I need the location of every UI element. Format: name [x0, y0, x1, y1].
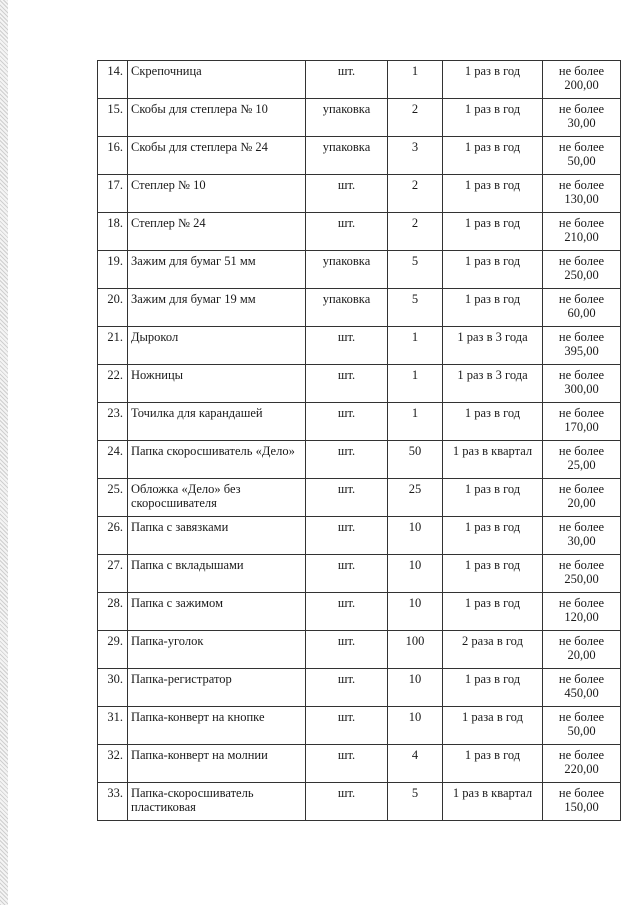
- price-cell: [543, 213, 621, 251]
- price-limit-label: не более: [558, 748, 605, 762]
- price-value: 60,00: [567, 306, 596, 320]
- row-number-cell: 31.: [98, 707, 128, 745]
- price-limit-label: не более: [558, 216, 605, 230]
- table-row: [98, 631, 621, 669]
- item-name-cell: Папка скоросшиватель «Дело»: [128, 441, 306, 479]
- table-row: [98, 555, 621, 593]
- price-cell: [543, 61, 621, 99]
- item-name-cell: Папка с зажимом: [128, 593, 306, 631]
- price-cell: [543, 555, 621, 593]
- frequency-cell: 1 раз в год: [443, 669, 543, 707]
- item-name-cell: Дырокол: [128, 327, 306, 365]
- price-cell: [543, 669, 621, 707]
- quantity-cell: 100: [388, 631, 443, 669]
- item-name-cell: Папка-конверт на кнопке: [128, 707, 306, 745]
- unit-cell: шт.: [306, 555, 388, 593]
- frequency-cell: 1 раз в год: [443, 175, 543, 213]
- quantity-cell: 5: [388, 783, 443, 821]
- price-limit-label: не более: [558, 558, 605, 572]
- quantity-cell: 50: [388, 441, 443, 479]
- item-name-cell: Точилка для карандашей: [128, 403, 306, 441]
- price-value: 25,00: [567, 458, 596, 472]
- frequency-cell: 1 раз в 3 года: [443, 365, 543, 403]
- price-value: 130,00: [564, 192, 599, 206]
- row-number-cell: 32.: [98, 745, 128, 783]
- quantity-cell: 1: [388, 403, 443, 441]
- quantity-cell: 3: [388, 137, 443, 175]
- price-limit-label: не более: [558, 178, 605, 192]
- quantity-cell: 25: [388, 479, 443, 517]
- unit-cell: шт.: [306, 707, 388, 745]
- row-number-cell: 33.: [98, 783, 128, 821]
- table-row: [98, 175, 621, 213]
- price-value: 20,00: [567, 496, 596, 510]
- unit-cell: шт.: [306, 631, 388, 669]
- price-value: 50,00: [567, 154, 596, 168]
- price-cell: [543, 403, 621, 441]
- item-name-cell: Скобы для степлера № 10: [128, 99, 306, 137]
- price-cell: [543, 365, 621, 403]
- table-row: [98, 137, 621, 175]
- unit-cell: шт.: [306, 175, 388, 213]
- price-value: 30,00: [567, 116, 596, 130]
- row-number-cell: 16.: [98, 137, 128, 175]
- frequency-cell: 1 раз в год: [443, 213, 543, 251]
- unit-cell: упаковка: [306, 289, 388, 327]
- frequency-cell: 1 раз в год: [443, 479, 543, 517]
- item-name-cell: Папка-регистратор: [128, 669, 306, 707]
- frequency-cell: 1 раз в год: [443, 137, 543, 175]
- quantity-cell: 10: [388, 593, 443, 631]
- row-number-cell: 17.: [98, 175, 128, 213]
- quantity-cell: 2: [388, 99, 443, 137]
- quantity-cell: 10: [388, 669, 443, 707]
- quantity-cell: 10: [388, 707, 443, 745]
- price-limit-label: не более: [558, 786, 605, 800]
- frequency-cell: 1 раз в год: [443, 593, 543, 631]
- price-cell: [543, 631, 621, 669]
- price-limit-label: не более: [558, 140, 605, 154]
- price-limit-label: не более: [558, 710, 605, 724]
- table-row: [98, 327, 621, 365]
- frequency-cell: 1 раз в год: [443, 555, 543, 593]
- price-value: 250,00: [564, 268, 599, 282]
- supplies-table: [97, 60, 621, 821]
- item-name-cell: Степлер № 10: [128, 175, 306, 213]
- price-limit-label: не более: [558, 292, 605, 306]
- row-number-cell: 19.: [98, 251, 128, 289]
- unit-cell: упаковка: [306, 99, 388, 137]
- price-value: 120,00: [564, 610, 599, 624]
- unit-cell: шт.: [306, 365, 388, 403]
- unit-cell: шт.: [306, 517, 388, 555]
- price-cell: [543, 137, 621, 175]
- price-cell: [543, 289, 621, 327]
- table-row: [98, 99, 621, 137]
- item-name-cell: Зажим для бумаг 51 мм: [128, 251, 306, 289]
- quantity-cell: 2: [388, 175, 443, 213]
- item-name-cell: Скрепочница: [128, 61, 306, 99]
- quantity-cell: 1: [388, 61, 443, 99]
- row-number-cell: 28.: [98, 593, 128, 631]
- row-number-cell: 29.: [98, 631, 128, 669]
- price-limit-label: не более: [558, 64, 605, 78]
- frequency-cell: 2 раза в год: [443, 631, 543, 669]
- table-row: [98, 365, 621, 403]
- price-value: 220,00: [564, 762, 599, 776]
- price-value: 30,00: [567, 534, 596, 548]
- unit-cell: шт.: [306, 327, 388, 365]
- price-value: 20,00: [567, 648, 596, 662]
- row-number-cell: 14.: [98, 61, 128, 99]
- price-limit-label: не более: [558, 596, 605, 610]
- price-limit-label: не более: [558, 330, 605, 344]
- price-cell: [543, 479, 621, 517]
- price-cell: [543, 783, 621, 821]
- quantity-cell: 1: [388, 365, 443, 403]
- price-value: 250,00: [564, 572, 599, 586]
- table-row: [98, 593, 621, 631]
- unit-cell: шт.: [306, 213, 388, 251]
- price-limit-label: не более: [558, 368, 605, 382]
- table-row: [98, 669, 621, 707]
- row-number-cell: 27.: [98, 555, 128, 593]
- frequency-cell: 1 раз в квартал: [443, 783, 543, 821]
- unit-cell: шт.: [306, 61, 388, 99]
- quantity-cell: 10: [388, 555, 443, 593]
- row-number-cell: 22.: [98, 365, 128, 403]
- row-number-cell: 20.: [98, 289, 128, 327]
- frequency-cell: 1 раз в год: [443, 517, 543, 555]
- row-number-cell: 26.: [98, 517, 128, 555]
- price-limit-label: не более: [558, 444, 605, 458]
- price-cell: [543, 327, 621, 365]
- unit-cell: шт.: [306, 403, 388, 441]
- quantity-cell: 5: [388, 289, 443, 327]
- price-cell: [543, 745, 621, 783]
- row-number-cell: 18.: [98, 213, 128, 251]
- frequency-cell: 1 раз в 3 года: [443, 327, 543, 365]
- row-number-cell: 15.: [98, 99, 128, 137]
- table-row: [98, 517, 621, 555]
- table-row: [98, 289, 621, 327]
- table-row: [98, 251, 621, 289]
- price-value: 50,00: [567, 724, 596, 738]
- table-row: [98, 441, 621, 479]
- item-name-cell: Папка с вкладышами: [128, 555, 306, 593]
- price-cell: [543, 175, 621, 213]
- price-limit-label: не более: [558, 520, 605, 534]
- row-number-cell: 25.: [98, 479, 128, 517]
- unit-cell: упаковка: [306, 251, 388, 289]
- table-row: [98, 213, 621, 251]
- item-name-cell: Ножницы: [128, 365, 306, 403]
- item-name-cell: Папка с завязками: [128, 517, 306, 555]
- price-cell: [543, 517, 621, 555]
- row-number-cell: 24.: [98, 441, 128, 479]
- item-name-cell: Степлер № 24: [128, 213, 306, 251]
- frequency-cell: 1 раз в год: [443, 251, 543, 289]
- frequency-cell: 1 раз в год: [443, 745, 543, 783]
- quantity-cell: 4: [388, 745, 443, 783]
- price-limit-label: не более: [558, 634, 605, 648]
- item-name-cell: Обложка «Дело» без скоросшивателя: [128, 479, 306, 517]
- table-row: [98, 403, 621, 441]
- price-limit-label: не более: [558, 672, 605, 686]
- unit-cell: шт.: [306, 479, 388, 517]
- frequency-cell: 1 раз в год: [443, 61, 543, 99]
- table-row: [98, 61, 621, 99]
- frequency-cell: 1 раза в год: [443, 707, 543, 745]
- unit-cell: шт.: [306, 745, 388, 783]
- row-number-cell: 30.: [98, 669, 128, 707]
- price-value: 170,00: [564, 420, 599, 434]
- unit-cell: шт.: [306, 669, 388, 707]
- unit-cell: упаковка: [306, 137, 388, 175]
- frequency-cell: 1 раз в год: [443, 99, 543, 137]
- price-value: 210,00: [564, 230, 599, 244]
- table-row: [98, 707, 621, 745]
- item-name-cell: Папка-уголок: [128, 631, 306, 669]
- price-cell: [543, 251, 621, 289]
- price-limit-label: не более: [558, 254, 605, 268]
- price-value: 450,00: [564, 686, 599, 700]
- price-cell: [543, 707, 621, 745]
- table-body: [98, 61, 621, 821]
- quantity-cell: 2: [388, 213, 443, 251]
- quantity-cell: 10: [388, 517, 443, 555]
- scan-edge: [0, 0, 8, 905]
- frequency-cell: 1 раз в квартал: [443, 441, 543, 479]
- item-name-cell: Скобы для степлера № 24: [128, 137, 306, 175]
- row-number-cell: 23.: [98, 403, 128, 441]
- price-limit-label: не более: [558, 482, 605, 496]
- table-row: [98, 479, 621, 517]
- price-cell: [543, 99, 621, 137]
- unit-cell: шт.: [306, 441, 388, 479]
- price-limit-label: не более: [558, 102, 605, 116]
- table-row: [98, 745, 621, 783]
- table-row: [98, 783, 621, 821]
- unit-cell: шт.: [306, 593, 388, 631]
- price-value: 395,00: [564, 344, 599, 358]
- price-cell: [543, 441, 621, 479]
- item-name-cell: Зажим для бумаг 19 мм: [128, 289, 306, 327]
- quantity-cell: 1: [388, 327, 443, 365]
- price-value: 150,00: [564, 800, 599, 814]
- unit-cell: шт.: [306, 783, 388, 821]
- quantity-cell: 5: [388, 251, 443, 289]
- price-value: 300,00: [564, 382, 599, 396]
- frequency-cell: 1 раз в год: [443, 403, 543, 441]
- price-limit-label: не более: [558, 406, 605, 420]
- item-name-cell: Папка-скоросшиватель пластиковая: [128, 783, 306, 821]
- price-value: 200,00: [564, 78, 599, 92]
- row-number-cell: 21.: [98, 327, 128, 365]
- frequency-cell: 1 раз в год: [443, 289, 543, 327]
- price-cell: [543, 593, 621, 631]
- item-name-cell: Папка-конверт на молнии: [128, 745, 306, 783]
